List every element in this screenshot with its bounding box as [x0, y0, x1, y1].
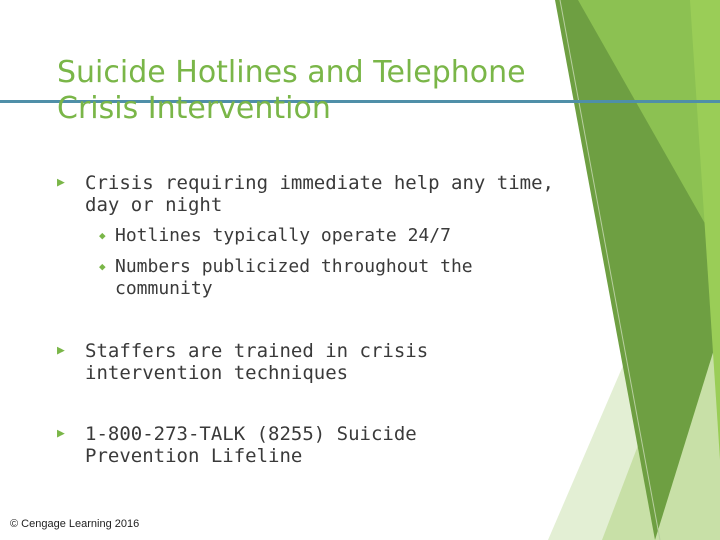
sub-bullet-text: Numbers publicized throughout the community	[115, 256, 473, 299]
sub-bullet-numbers	[99, 256, 489, 300]
triangle-right-icon: ▶	[57, 343, 65, 358]
diamond-icon: ◆	[99, 229, 106, 242]
sub-bullet-hotlines	[99, 225, 519, 247]
bullet-text: Crisis requiring immediate help any time, day or night	[85, 172, 554, 216]
copyright-notice: © Cengage Learning 2016	[10, 518, 140, 530]
triangle-right-icon: ▶	[57, 175, 65, 190]
triangle-right-icon: ▶	[57, 426, 65, 441]
bullet-text: Staffers are trained in crisis intervention techniques	[85, 340, 429, 384]
sub-bullet-text: Hotlines typically operate 24/7	[115, 225, 451, 246]
bullet-crisis	[57, 172, 557, 216]
bullet-text: 1-800-273-TALK (8255) Suicide Prevention Lifeline	[85, 423, 417, 467]
bullet-staffers	[57, 340, 527, 384]
diamond-icon: ◆	[99, 260, 106, 273]
slide-title: Suicide Hotlines and Telephone Crisis Intervention	[57, 55, 526, 126]
bullet-hotline-number	[57, 423, 537, 467]
